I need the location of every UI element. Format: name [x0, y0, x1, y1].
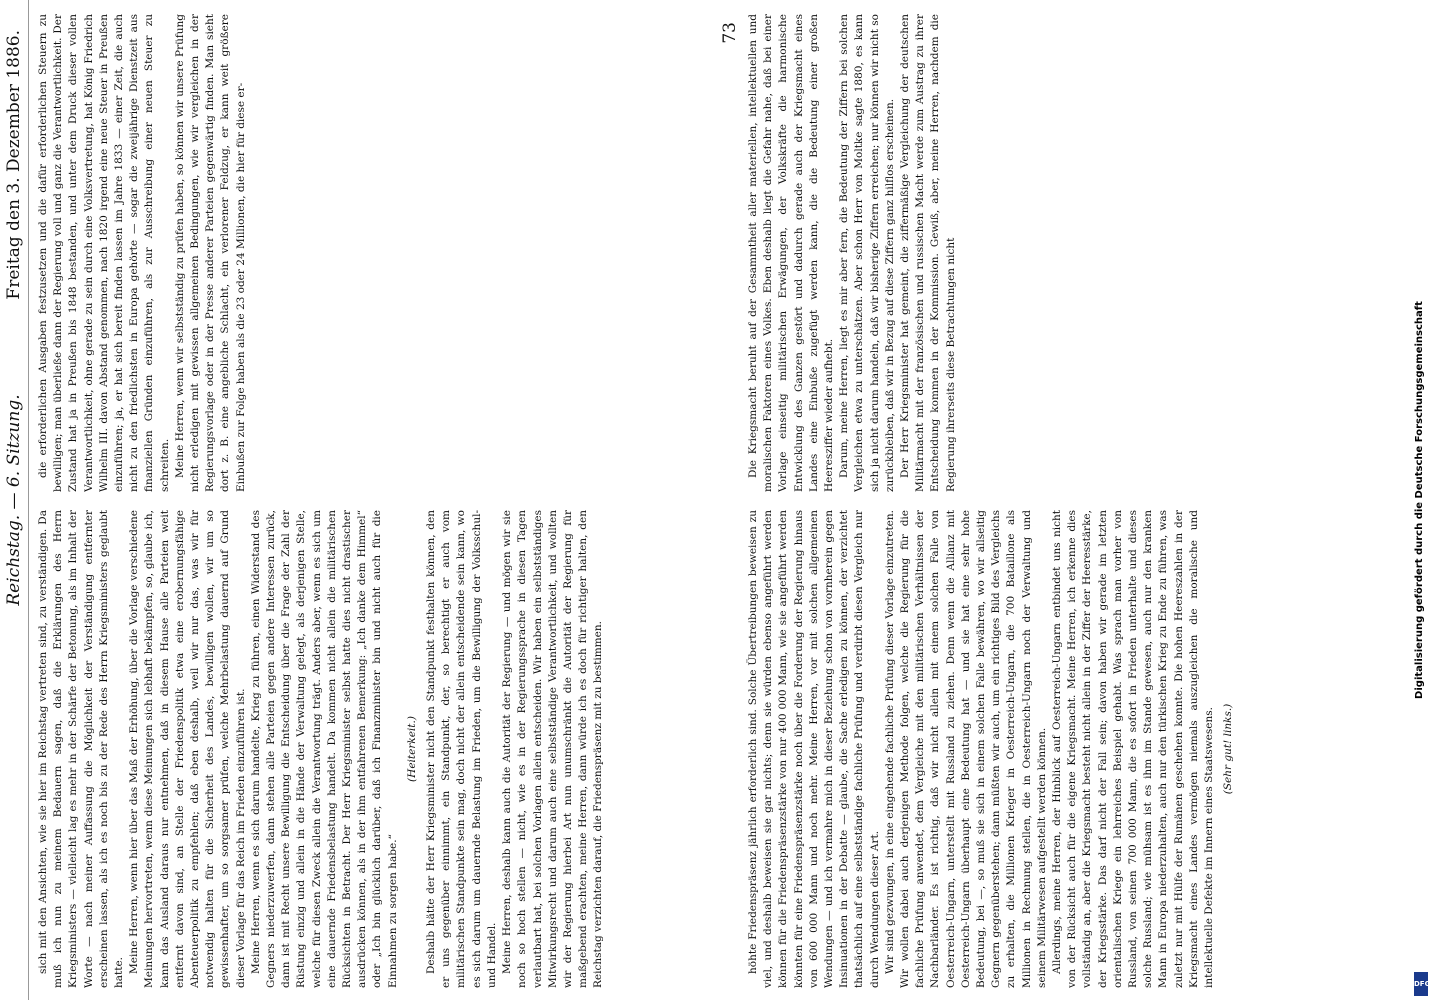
page-right	[716, 0, 1432, 1000]
paragraph: Meine Herren, wenn es sich darum handelte, Krieg zu führen, einen Widerstand des Gegners niederzuwerfen, dann stehen alle Parteien gegen andere Interessen zurück, dann ist mit Recht unsere Bewilligung die Entscheidung über die Frage der Zahl der Rüstung einzig und allein in die Hände der Verwaltung gelegt, als derjenigen Stelle, welche für diesen Zweck allein die Verantwortung trägt. Anders aber, wenn es sich um eine dauernde Friedensbelastung handelt. Da kommen nicht allein die militärischen Rücksichten in Betracht. Der Herr Kriegsminister selbst hatte dies nicht drastischer ausdrücken können, als in der ihm entfahrenen Bemerkung: „Ich danke dem Himmel“ oder „Ich bin glücklich darüber, daß ich Finanzminister bin und nicht auch für die Einnahmen zu sorgen habe.“	[249, 510, 399, 988]
paragraph: Der Herr Kriegsminister hat gemeint, die ziffermäßige Vergleichung der deutschen Militärmacht mit der französischen und russischen Macht werde zum Austrag zu ihrer Entscheidung kommen in der Kommission. Gewiß, aber, meine Herren, nachdem die Regierung ihrerseits diese Betrachtungen nicht	[899, 14, 957, 492]
header-rule	[28, 0, 29, 1000]
page-header	[4, 0, 26, 1000]
paragraph: Darum, meine Herren, liegt es mir aber fern, die Bedeutung der Ziffern bei solchen Vergleichen etwa zu unterschätzen. Aber schon Herr von Moltke sagte 1880, es kann sich ja nicht darum handeln, daß wir bisherige Ziffern erreichen; nur können wir nicht so zurückbleiben, daß wir in Bezug auf diese Ziffern ganz hilflos erscheinen.	[838, 14, 896, 492]
paragraph: Meine Herren, deshalb kann auch die Autorität der Regierung — und mögen wir sie noch so hoch stellen — nicht, wie es in der Regierungssprache in diesen Tagen verlautbart hat, bei solchen Vorlagen allein entscheiden. Wir haben ein selbstständiges Mitwirkungsrecht und darum auch eine selbstständige Verantwortlichkeit, und wollten wir der Regierung hierbei Art nun unumschränkt die Autorität der Regierung für maßgebend erachten, meine Herren, dann würde ich es doch für richtiger halten, den Reichstag verzichten darauf, die Friedenspräsenz mit zu bestimmen.	[501, 510, 605, 988]
header-title: Reichstag. — 6. Sitzung.	[4, 394, 24, 606]
applause-note: (Sehr gut! links.)	[1222, 703, 1235, 795]
text-column-4	[746, 14, 1406, 492]
paragraph: die erforderlichen Ausgaben festzusetzen und die dafür erforderlichen Steuern zu bewilligen; man überließe dann der Regierung voll und ganz die Verantwortlichkeit. Der Zustand hat ja in Preußen bis 1848 bestanden, und unter dem Druck dieser vollen Verantwortlichkeit, ohne gerade zu sein durch eine Volksvertretung, hat König Friedrich Wilhelm III. davon Abstand genommen, nach 1820 irgend eine neue Steuer in Preußen einzuführen; ja, er hat sich bereit finden lassen im Jahre 1833 — einer Zeit, die auch nicht zu den friedlichsten in Europa gehörte — sogar die zweijährige Dienstzeit aus finanziellen Gründen einzuführen, als zur Ausschreibung einer neuen Steuer zu schreiten.	[37, 14, 171, 492]
digitization-strip	[1412, 0, 1432, 1000]
paragraph: Die Kriegsmacht beruht auf der Gesammtheit aller materiellen, intellektuellen und moralischen Faktoren eines Volkes. Eben deshalb liegt die Gefahr nahe, daß bei einer Vorlage einseitig militärischen Erwägungen, der Volkskräfte die harmonische Entwicklung des Ganzen gestört und dadurch gerade auch der Kriegsmacht eines Landes eine Einbuße zugefügt werden kann, die die Bedeutung einer großen Heeresziffer wieder aufhebt.	[747, 14, 836, 492]
page-number: 73	[720, 22, 740, 44]
paragraph: Deshalb hätte der Herr Kriegsminister nicht den Standpunkt festhalten können, den er uns gegenüber einnimmt, ein Standpunkt, der, so berechtigt er auch vom militärischen Standpunkte sein mag, doch nicht der allein entscheidende sein kann, wo es sich darum um dauernde Belastung im Frieden, um die Bewilligung der Volksschul- und Handel.	[425, 510, 498, 988]
paragraph: sich mit den Ansichten, wie sie hier im Reichstag vertreten sind, zu verständigen. Da muß ich nun zu meinem Bedauern sagen, daß die Erklärungen des Herrn Kriegsministers — vielleicht lag es mehr in der Schärfe der Betonung, als im Inhalt der Worte — nach meiner Auffassung die Möglichkeit der Verständigung entfernter erscheinen lassen, als ich es noch bis zu der Rede des Herrn Kriegsministers geglaubt hatte.	[37, 510, 126, 988]
page-header-right	[720, 0, 742, 1000]
text-column-1	[36, 510, 708, 988]
text-column-2	[36, 14, 708, 492]
digitization-note: Digitalisierung gefördert durch die Deutsche Forschungsgemeinschaft	[1414, 301, 1425, 699]
header-date: Freitag den 3. Dezember 1886.	[4, 30, 24, 300]
applause-note: (Heiterkeit.)	[405, 716, 418, 782]
paragraph: Meine Herren, wenn hier über das Maß der Erhöhung, über die Vorlage verschiedene Meinungen hervortreten, wenn diese Meinungen sich lebhaft bekämpfen, so, glaube ich, kann das Ausland daraus nur entnehmen, daß in diesem Hause alle Parteien weit entfernt davon sind, an Stelle der Friedenspolitik etwa eine erobernungsfähige Abenteuerpolitik zu empfehlen; daß eben deshalb, weil wir nur das, was wir für notwendig halten für die Sicherheit des Landes, bewilligen wollen, wir um so gewissenhafter, um so sorgsamer prüfen, welche Mehrbelastung dauernd auf Grund dieser Vorlage für das Reich im Frieden einzuführen ist.	[128, 510, 247, 988]
paragraph: Meine Herren, wenn wir selbstständig zu prüfen haben, so können wir unsere Prüfung nicht erledigen mit gewissen allgemeinen Bedingungen, wie wir vergleichen in der Regierungsvorlage oder in der Presse anderer Parteien gegenwärtig finden. Man sieht dort z. B. eine angebliche Schlacht, ein verlorener Feldzug, er kann weit größere Einbußen zur Folge haben als die 23 oder 24 Millionen, die hier für diese er-	[173, 14, 247, 492]
paragraph: höhte Friedenspräsenz jährlich erforderlich sind. Solche Übertreibungen beweisen zu viel, und deshalb beweisen sie gar nichts; denn sie würden ebenso angeführt werden können für die Friedenspräsenzstärke von nur 400 000 Mann, wie sie angeführt werden könnten für eine Friedenspräsenzstärke noch über die Forderung der Regierung hinaus von 600 000 Mann und noch mehr. Meine Herren, vor mit solchen allgemeinen Wendungen — und ich vermahre mich in dieser Beziehung schon von vornherein gegen Insinuationen in der Debatte — glaube, die Sache erledigen zu können, der verzichtet thatsächlich auf eine selbstständige fachliche Prüfung und verdirbt diesen Vergleich nur durch Wendungen dieser Art.	[747, 510, 881, 988]
paragraph: Allerdings, meine Herren, der Hinblick auf Oesterreich-Ungarn entbindet uns nicht von der Rücksicht auch für die eigene Kriegsmacht. Meine Herren, ich erkenne dies vollständig an, aber die Kriegsmacht besteht nicht allein in der Ziffer der Heeresstärke, der Kriegsstärke. Das darf nicht der Fall sein; davon haben wir gerade im letzten orientalischen Kriege ein lehrreiches Beispiel gehabt. Was sprach man vorher von Russland, von seinen 700 000 Mann, die es sofort in Frieden unterhalte und dieses solche Russland; wie mühsam ist es ihm im Stande gewesen, auch nur den kranken Mann in Europa niederzuhalten, auch nur den türkischen Krieg zu Ende zu führen, was zuletzt nur mit Hülfe der Rumänen geschehen konnte. Die hohen Heereszahlen in der Kriegsmacht eines Landes vermögen niemals auszugleichen die moralische und intellektuelle Defekte im Innern eines Staatswesens.	[1051, 510, 1216, 988]
paragraph: Wir sind gezwungen, in eine eingehende fachliche Prüfung dieser Vorlage einzutreten. Wir wollen dabei auch derjenigen Methode folgen, welche die Regierung für die fachliche Prüfung anwendet, dem Vergleiche mit den militärischen Verhältnissen der Nachbarländer. Es ist richtig, daß wir nicht allein mit einem solchen Falle von Oesterreich-Ungarn, unterstellt mit Russland zu ziehen. Denn wenn die Allianz mit Oesterreich-Ungarn überhaupt eine Bedeutung hat — und sie hat eine sehr hohe Bedeutung, bei —, so muß sie sich in einem solchen Falle bewähren, wo wir allseitig Gegnern gegenüberstehen; dann müßten wir auch, um ein richtiges Bild des Vergleichs zu erhalten, die Millionen Krieger in Oesterreich-Ungarn, die 700 Bataillone als Millionen in Rechnung stellen, die in Oesterreich-Ungarn noch der Verwaltung und seinem Militärwesen aufgestellt werden können.	[883, 510, 1048, 988]
dfg-logo: DFG	[1414, 972, 1428, 996]
text-column-3	[746, 510, 1406, 988]
